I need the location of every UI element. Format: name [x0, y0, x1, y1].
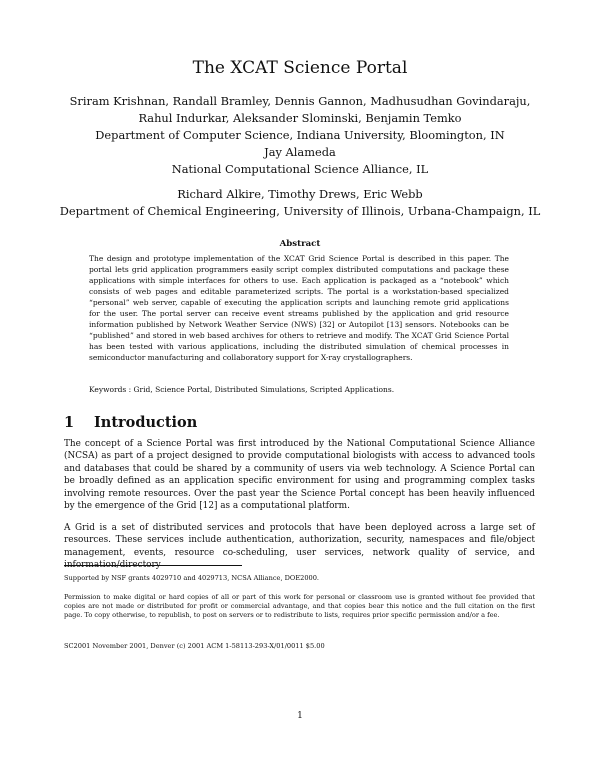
author-names-line-1: Sriram Krishnan, Randall Bramley, Dennis Gannon, Madhusudhan Govindaraju, — [69, 94, 531, 108]
footnote-support: Supported by NSF grants 4029710 and 4029713, NCSA Alliance, DOE2000. — [64, 574, 320, 582]
keywords: Keywords : Grid, Science Portal, Distributed Simulations, Scripted Applications. — [89, 385, 395, 394]
author-block-indiana — [0, 93, 600, 144]
author-affiliation: Department of Computer Science, Indiana University, Bloomington, IN — [95, 128, 505, 142]
footnote-conference: SC2001 November 2001, Denver (c) 2001 ACM 1-58113-293-X/01/0011 $5.00 — [64, 642, 325, 650]
intro-paragraph-2: A Grid is a set of distributed services and protocols that have been deployed across a large set of resources. These services include authentication, authorization, security, namespaces and file/object management, events, resource co-scheduling, user services, network quality of service, and information/directory — [64, 523, 535, 571]
section-number: 1 — [64, 414, 75, 431]
author-affiliation: National Computational Science Alliance, IL — [171, 162, 429, 176]
author-block-illinois — [0, 186, 600, 220]
page-number: 1 — [297, 711, 303, 721]
author-names: Jay Alameda — [264, 145, 336, 159]
footnote-permission: Permission to make digital or hard copies of all or part of this work for personal or classroom use is granted without fee provided that copies are not made or distributed for profit or commercial advantage, and that copies bear this notice and the full citation on the first page. To copy otherwise, to republish, to post on servers or to redistribute to lists, requires prior specific permission and/or a fee. — [64, 593, 535, 620]
intro-paragraph-1: The concept of a Science Portal was first introduced by the National Computational Science Alliance (NCSA) as part of a project designed to provide computational biologists with access to advanced tools and databases that could be shared by a community of users via web technology. A Science Portal can be broadly defined as an application specific environment for using and programming complex tasks involving remote resources. Over the past year the Science Portal concept has been heavily influenced by the emergence of the Grid [12] as a computational platform. — [64, 439, 535, 512]
author-block-ncsa — [0, 144, 600, 178]
section-title: Introduction — [94, 414, 198, 431]
author-affiliation: Department of Chemical Engineering, University of Illinois, Urbana-Champaign, IL — [59, 204, 541, 218]
author-names-line-2: Rahul Indurkar, Aleksander Slominski, Benjamin Temko — [138, 111, 462, 125]
abstract-text: The design and prototype implementation of the XCAT Grid Science Portal is described in this paper. The portal lets grid application programmers easily script complex distributed computations and package these applications with simple interfaces for others to use. Each application is packaged as a “notebook” which consists of web pages and editable parameterized scripts. The portal is a workstation-based specialized “personal” web server, capable of executing the application scripts and launching remote grid applications for the user. The portal server can receive event streams published by the application and grid resource information published by Network Weather Service (NWS) [32] or Autopilot [13] sensors. Notebooks can be “published” and stored in web based archives for others to retrieve and modify. The XCAT Grid Science Portal has been tested with various applications, including the distributed simulation of chemical processes in semiconductor manufacturing and collaboratory support for X-ray crystallographers. — [89, 254, 509, 362]
author-names: Richard Alkire, Timothy Drews, Eric Webb — [177, 187, 423, 201]
footnote-rule — [64, 565, 242, 566]
section-heading-introduction — [64, 414, 197, 431]
abstract-heading: Abstract — [279, 239, 321, 249]
paper-title: The XCAT Science Portal — [192, 58, 408, 78]
